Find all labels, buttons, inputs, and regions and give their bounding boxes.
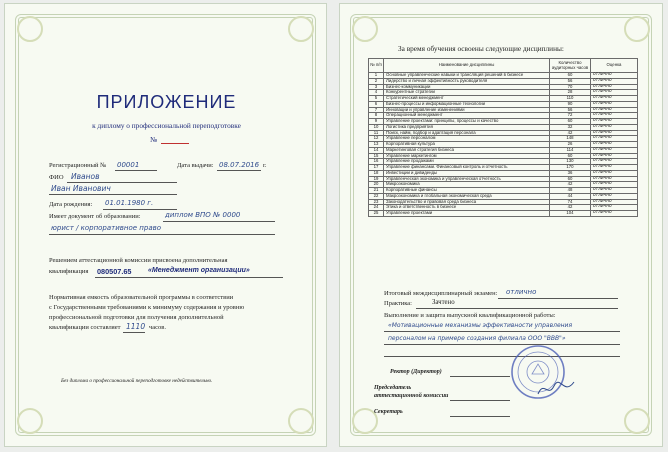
discipline-grade: отлично xyxy=(591,153,638,159)
discipline-name: Управление персоналом xyxy=(384,136,550,142)
discipline-grade: отлично xyxy=(591,142,638,148)
appendix-right-page xyxy=(339,3,663,447)
discipline-number: 6 xyxy=(369,101,384,107)
thesis-rule-1 xyxy=(384,331,620,332)
discipline-number: 14 xyxy=(369,147,384,153)
rector-label: Ректор (Директор) xyxy=(390,369,442,375)
discipline-name: Управление продажами xyxy=(384,159,550,165)
ornament-icon xyxy=(352,16,378,42)
secretary-label: Секретарь xyxy=(374,409,403,415)
discipline-number: 3 xyxy=(369,84,384,90)
discipline-name: Бизнес-процессы и информационные технологии xyxy=(384,101,550,107)
discipline-hours: 26 xyxy=(550,142,591,148)
chair-label-1: Председатель xyxy=(374,385,412,391)
discipline-name: Корпоративная культура xyxy=(384,142,550,148)
reg-line xyxy=(115,170,157,171)
discipline-number: 8 xyxy=(369,113,384,119)
table-header-row xyxy=(369,59,638,73)
discipline-hours: 60 xyxy=(550,73,591,79)
capacity-line-1: Нормативная емкость образовательной программы в соответствии xyxy=(49,294,234,301)
number-line xyxy=(161,143,189,144)
fio-value-1: Иванов xyxy=(71,172,100,181)
thesis-label: Выполнение и защита выпускной квалификационной работы: xyxy=(384,312,556,319)
discipline-hours: 104 xyxy=(550,211,591,217)
discipline-name: Поиск, найм, подбор и адаптация персонала xyxy=(384,130,550,136)
discipline-name: Лидерство и личная эффективность руководителя xyxy=(384,78,550,84)
discipline-grade: отлично xyxy=(591,199,638,205)
discipline-number: 17 xyxy=(369,165,384,171)
discipline-hours: 42 xyxy=(550,182,591,188)
dob-value: 01.01.1980 г. xyxy=(105,199,154,207)
discipline-name: Маркетинговая стратегия бизнеса xyxy=(384,147,550,153)
fio-line-1 xyxy=(67,182,177,183)
discipline-hours: 42 xyxy=(550,130,591,136)
discipline-name: Инновации и управление изменениями xyxy=(384,107,550,113)
exam-label: Итоговый междисциплинарный экзамен: xyxy=(384,290,498,297)
discipline-grade: отлично xyxy=(591,130,638,136)
ornament-icon xyxy=(624,408,650,434)
discipline-number: 24 xyxy=(369,205,384,211)
discipline-name: Операционный менеджмент xyxy=(384,113,550,119)
discipline-number: 16 xyxy=(369,159,384,165)
ornament-icon xyxy=(17,408,43,434)
discipline-grade: отлично xyxy=(591,193,638,199)
signature-icon xyxy=(536,378,576,400)
fio-value-2: Иван Иванович xyxy=(51,184,111,193)
discipline-number: 25 xyxy=(369,211,384,217)
discipline-number: 1 xyxy=(369,73,384,79)
appendix-left-page xyxy=(4,3,327,447)
discipline-name: Конкурентные стратегии xyxy=(384,90,550,96)
thesis-line-2: персоналом на примере создания филиала ООО "ВВВ"» xyxy=(388,335,566,342)
discipline-name: Управленческая экономика и управленческая отчетность xyxy=(384,176,550,182)
discipline-grade: отлично xyxy=(591,165,638,171)
discipline-grade: отлично xyxy=(591,136,638,142)
chair-label-2: аттестационной комиссии xyxy=(374,393,449,399)
discipline-name: Логистика предприятия xyxy=(384,124,550,130)
discipline-grade: отлично xyxy=(591,211,638,217)
capacity-line-3: профессиональной подготовки для получения дополнительной xyxy=(49,314,224,321)
discipline-name: Стратегический менеджмент xyxy=(384,96,550,102)
discipline-hours: 130 xyxy=(550,159,591,165)
fio-line-2 xyxy=(49,194,177,195)
col-number: № п/п xyxy=(369,59,384,73)
discipline-grade: отлично xyxy=(591,170,638,176)
issue-suffix: г. xyxy=(263,162,267,169)
thesis-line-1: «Мотивационные механизмы эффективности управления xyxy=(388,322,573,329)
discipline-hours: 70 xyxy=(550,84,591,90)
col-grade: Оценка xyxy=(591,59,638,73)
discipline-hours: 148 xyxy=(550,136,591,142)
discipline-grade: отлично xyxy=(591,107,638,113)
discipline-number: 19 xyxy=(369,176,384,182)
discipline-hours: 56 xyxy=(550,78,591,84)
discipline-grade: отлично xyxy=(591,78,638,84)
discipline-hours: 56 xyxy=(550,107,591,113)
practice-label: Практика: xyxy=(384,300,412,307)
issue-value: 08.07.2016 xyxy=(219,161,260,169)
discipline-grade: отлично xyxy=(591,113,638,119)
discipline-grade: отлично xyxy=(591,84,638,90)
fio-label: ФИО xyxy=(49,174,64,181)
discipline-number: 2 xyxy=(369,78,384,84)
edu-value-2: юрист / корпоративное право xyxy=(51,224,162,232)
discipline-name: Управление проектами xyxy=(384,211,550,217)
discipline-grade: отлично xyxy=(591,124,638,130)
discipline-name: Бизнес-коммуникации xyxy=(384,84,550,90)
discipline-name: Этика и ответственность в бизнесе xyxy=(384,205,550,211)
discipline-hours: 60 xyxy=(550,153,591,159)
ornament-icon xyxy=(17,16,43,42)
capacity-line xyxy=(123,332,145,333)
chair-sign-line xyxy=(450,400,510,401)
discipline-hours: 74 xyxy=(550,199,591,205)
discipline-hours: 42 xyxy=(550,205,591,211)
page-subtitle: к диплому о профессиональной переподготовке xyxy=(92,121,241,130)
capacity-line-2: с Государственными требованиями к минимуму содержания и уровню xyxy=(49,304,245,311)
discipline-number: 21 xyxy=(369,188,384,194)
practice-line xyxy=(416,308,618,309)
issue-line xyxy=(217,170,261,171)
discipline-grade: отлично xyxy=(591,176,638,182)
disciplines-table xyxy=(368,58,638,217)
reg-value: 00001 xyxy=(117,161,140,169)
discipline-hours: 44 xyxy=(550,193,591,199)
dob-line xyxy=(103,209,177,210)
ornament-icon xyxy=(624,16,650,42)
discipline-hours: 114 xyxy=(550,147,591,153)
discipline-name: Инвестиции и дивиденды xyxy=(384,170,550,176)
discipline-number: 9 xyxy=(369,119,384,125)
footer-note: Без диплома о профессиональной переподготовке недействительно. xyxy=(61,378,213,384)
discipline-grade: отлично xyxy=(591,90,638,96)
qualification-code: 080507.65 xyxy=(97,267,132,276)
edu-line-1 xyxy=(163,221,275,222)
discipline-grade: отлично xyxy=(591,119,638,125)
discipline-hours: 60 xyxy=(550,176,591,182)
discipline-number: 20 xyxy=(369,182,384,188)
discipline-grade: отлично xyxy=(591,205,638,211)
issue-label: Дата выдачи: xyxy=(177,162,214,169)
discipline-name: Управление маркетингом xyxy=(384,153,550,159)
discipline-grade: отлично xyxy=(591,188,638,194)
decision-text: Решением аттестационной комиссии присвоена дополнительная xyxy=(49,257,228,264)
discipline-number: 15 xyxy=(369,153,384,159)
exam-value: отлично xyxy=(506,288,537,296)
discipline-hours: 48 xyxy=(550,188,591,194)
thesis-rule-3 xyxy=(384,356,620,357)
discipline-number: 5 xyxy=(369,96,384,102)
discipline-grade: отлично xyxy=(591,96,638,102)
edu-value: диплом ВПО № 0000 xyxy=(165,211,241,219)
discipline-number: 12 xyxy=(369,136,384,142)
discipline-number: 13 xyxy=(369,142,384,148)
reg-label: Регистрационный № xyxy=(49,162,107,169)
discipline-name: Управление финансами. Финансовый контроль и отчетность xyxy=(384,165,550,171)
qualification-name: «Менеджмент организации» xyxy=(148,267,250,274)
edu-line-2 xyxy=(49,234,275,235)
table-row xyxy=(369,211,638,217)
discipline-hours: 90 xyxy=(550,101,591,107)
discipline-grade: отлично xyxy=(591,101,638,107)
decision-prefix: квалификация xyxy=(49,268,89,275)
dob-label: Дата рождения: xyxy=(49,201,93,208)
discipline-number: 11 xyxy=(369,130,384,136)
exam-line xyxy=(498,298,618,299)
discipline-hours: 110 xyxy=(550,96,591,102)
thesis-rule-2 xyxy=(384,344,620,345)
capacity-suffix: часов. xyxy=(149,324,166,331)
discipline-number: 23 xyxy=(369,199,384,205)
ornament-icon xyxy=(288,408,314,434)
discipline-number: 18 xyxy=(369,170,384,176)
discipline-grade: отлично xyxy=(591,73,638,79)
ornament-icon xyxy=(288,16,314,42)
discipline-hours: 28 xyxy=(550,90,591,96)
col-name: Наименование дисциплины xyxy=(384,59,550,73)
discipline-number: 10 xyxy=(369,124,384,130)
discipline-grade: отлично xyxy=(591,182,638,188)
discipline-grade: отлично xyxy=(591,147,638,153)
discipline-hours: 72 xyxy=(550,113,591,119)
capacity-prefix: квалификации составляет xyxy=(49,324,121,331)
col-hours: Количество аудиторных часов xyxy=(550,59,591,73)
discipline-number: 22 xyxy=(369,193,384,199)
qualification-line xyxy=(95,277,283,278)
discipline-hours: 60 xyxy=(550,119,591,125)
secretary-sign-line xyxy=(450,416,510,417)
discipline-hours: 36 xyxy=(550,170,591,176)
discipline-number: 7 xyxy=(369,107,384,113)
discipline-name: Законодательство и правовая среда бизнеса xyxy=(384,199,550,205)
discipline-name: Управление проектами: принципы, процессы и качество xyxy=(384,119,550,125)
discipline-name: Корпоративные финансы xyxy=(384,188,550,194)
practice-value: Зачтено xyxy=(432,299,455,306)
discipline-name: Микроэкономика xyxy=(384,182,550,188)
rector-sign-line xyxy=(450,376,510,377)
discipline-name: Основные управленческие навыки и трансляция решений в бизнесе xyxy=(384,73,550,79)
discipline-hours: 32 xyxy=(550,124,591,130)
discipline-hours: 170 xyxy=(550,165,591,171)
capacity-value: 1110 xyxy=(126,322,146,331)
discipline-grade: отлично xyxy=(591,159,638,165)
number-label: № xyxy=(150,135,158,144)
discipline-number: 4 xyxy=(369,90,384,96)
edu-label: Имеет документ об образовании: xyxy=(49,213,141,220)
discipline-name: Макроэкономика и глобальная экономическая среда xyxy=(384,193,550,199)
disciplines-header: За время обучения освоены следующие дисциплины: xyxy=(398,44,564,53)
page-title: ПРИЛОЖЕНИЕ xyxy=(96,92,237,112)
